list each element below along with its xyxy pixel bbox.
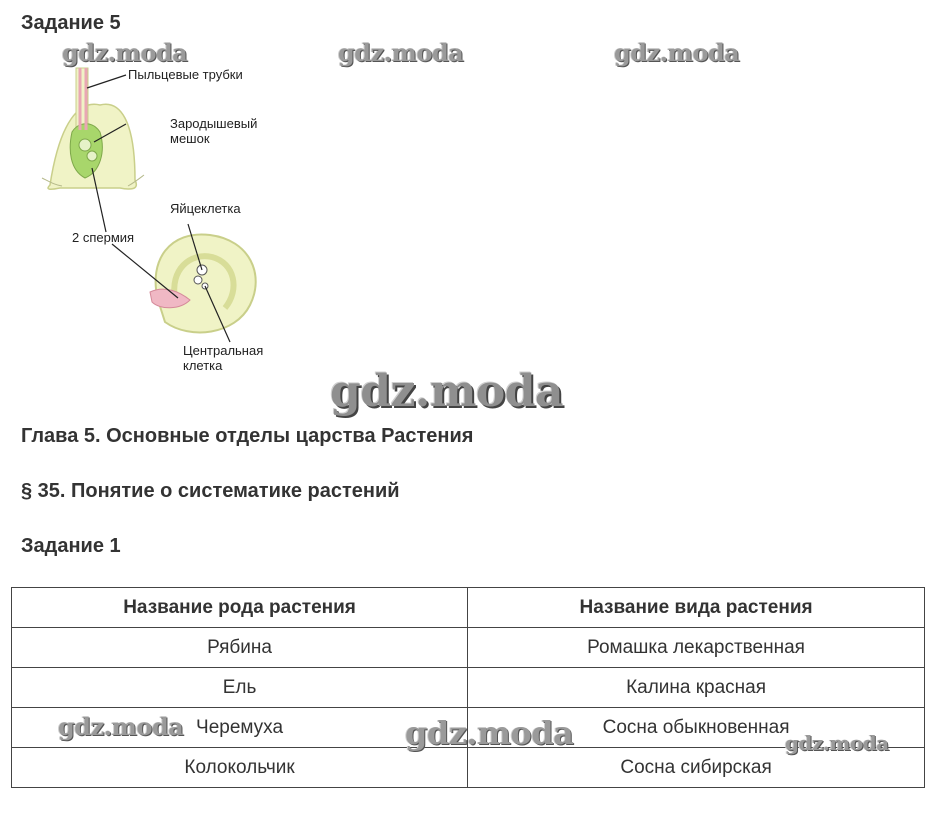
label-central-cell-line1: Центральная (183, 343, 264, 358)
label-embryo-sac-line2: мешок (170, 131, 210, 146)
species-cell: Сосна сибирская (468, 748, 925, 788)
label-pollen-tubes: Пыльцевые трубки (128, 67, 243, 82)
double-fertilization-diagram (40, 60, 300, 380)
label-egg-cell: Яйцеклетка (170, 201, 241, 216)
plant-taxonomy-table (11, 587, 925, 788)
task5-title: Задание 5 (21, 12, 121, 34)
table-row (12, 628, 925, 668)
section-title: § 35. Понятие о систематике растений (21, 480, 400, 502)
species-cell: Ромашка лекарственная (468, 628, 925, 668)
watermark-logo: gdz.moda (338, 38, 464, 67)
genus-cell: Ель (12, 668, 468, 708)
watermark-logo: gdz.moda (58, 712, 184, 741)
label-central-cell-line2: клетка (183, 358, 223, 373)
chapter-title: Глава 5. Основные отделы царства Растения (21, 425, 474, 447)
label-two-sperm: 2 спермия (72, 230, 135, 245)
table-header-row (12, 588, 925, 628)
genus-cell: Рябина (12, 628, 468, 668)
genus-cell: Черемуха (12, 708, 468, 748)
watermark-logo: gdz.moda (405, 714, 574, 752)
species-cell: Сосна обыкновенная (468, 708, 925, 748)
header-species: Название вида растения (468, 588, 925, 628)
task1-title: Задание 1 (21, 535, 121, 557)
table-row (12, 668, 925, 708)
watermark-logo: gdz.moda (62, 38, 188, 67)
watermark-logo: gdz.moda (330, 366, 564, 417)
lower-ovule (150, 234, 256, 332)
watermark-logo: gdz.moda (614, 38, 740, 67)
species-cell: Калина красная (468, 668, 925, 708)
watermark-logo: gdz.moda (785, 731, 889, 755)
label-embryo-sac-line1: Зародышевый (170, 116, 258, 131)
genus-cell: Колокольчик (12, 748, 468, 788)
header-genus: Название рода растения (12, 588, 468, 628)
